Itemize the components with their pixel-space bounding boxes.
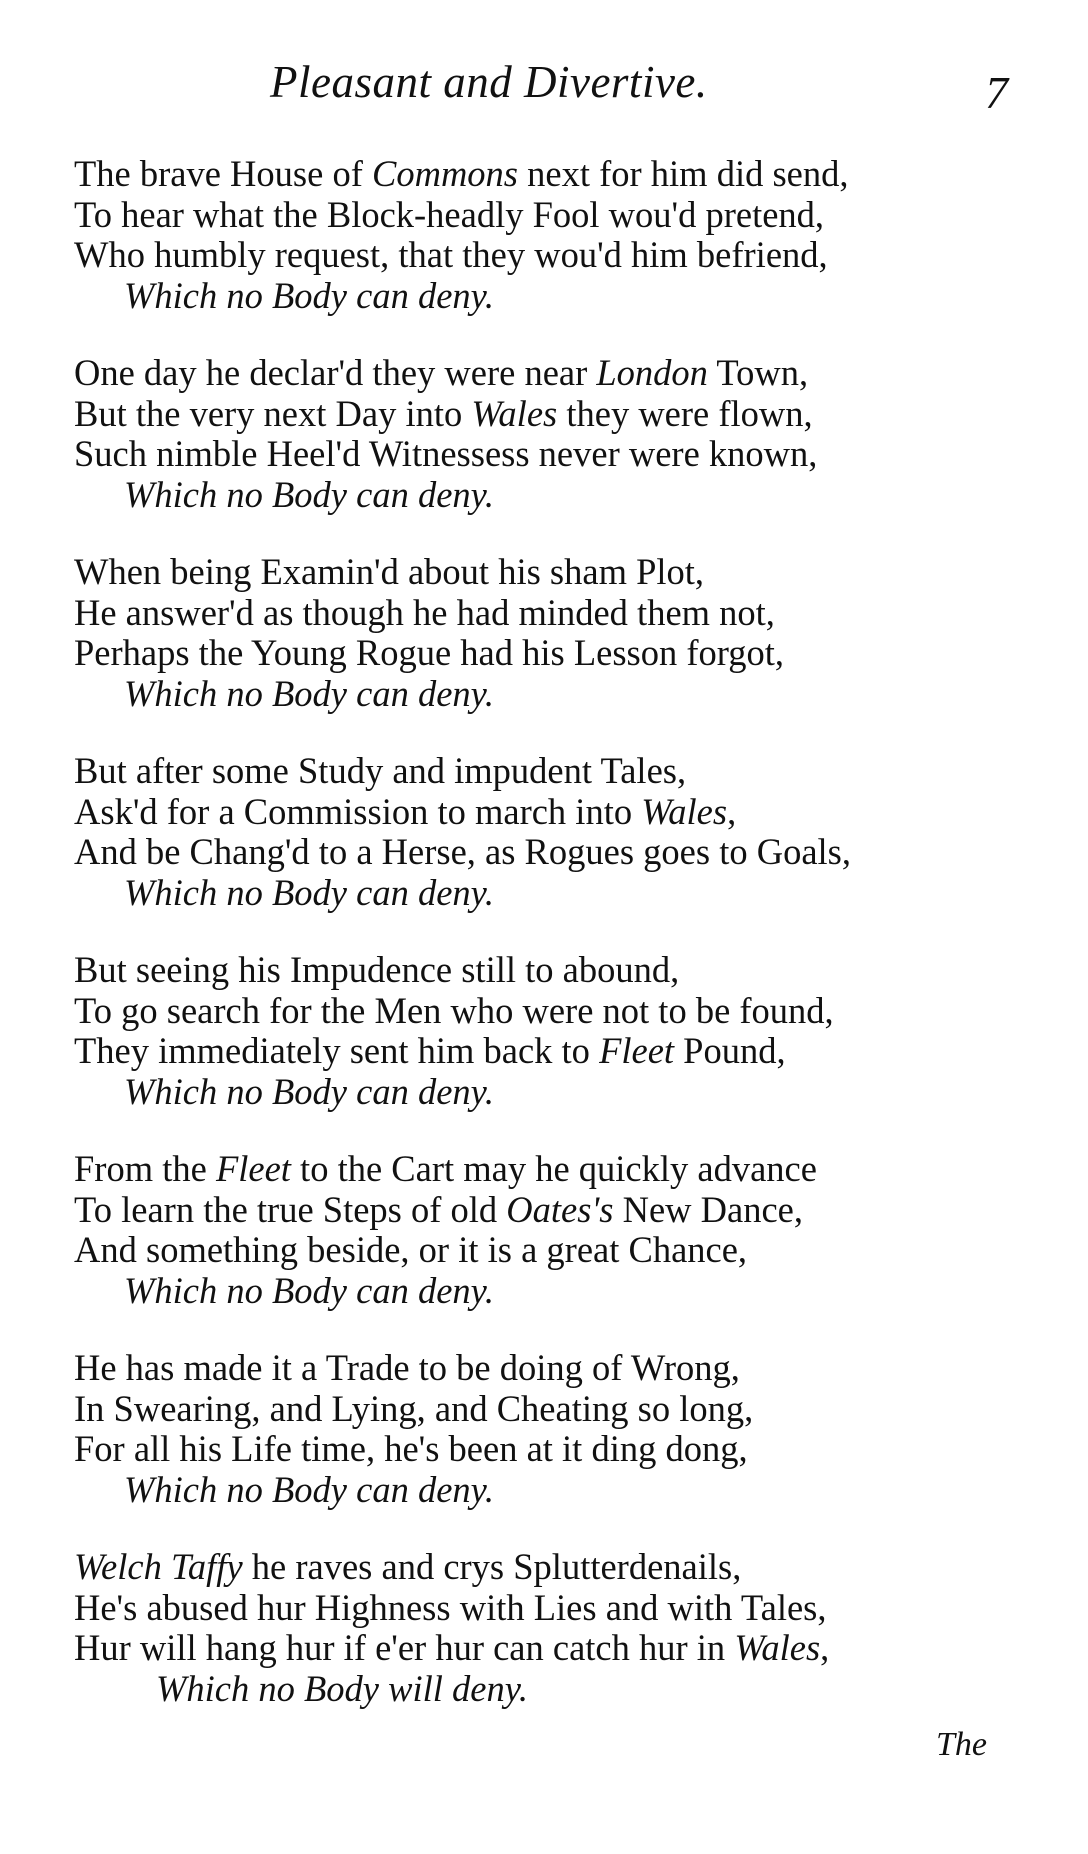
italic-proper-noun: Wales — [471, 392, 558, 434]
verse-text: , — [820, 1627, 830, 1668]
verse-line — [74, 1031, 1074, 1072]
verse-line — [74, 1348, 1074, 1389]
verse-text: He has made it a Trade to be doing of Wrong, — [74, 1347, 740, 1388]
refrain-line: Which no Body can deny. — [124, 473, 494, 515]
verse-line — [74, 1389, 1074, 1430]
stanza-1 — [74, 154, 1074, 316]
verse-text: To hear what the Block-headly Fool wou'd pretend, — [74, 193, 825, 235]
verse-line — [74, 353, 1074, 394]
italic-proper-noun: Wales — [734, 1627, 821, 1668]
verse-text: next for him did send, — [518, 153, 849, 194]
refrain-line: Which no Body can deny. — [124, 672, 494, 714]
stanza-2 — [74, 353, 1074, 515]
verse-text: To learn the true Steps of old — [74, 1188, 507, 1230]
verse-text: Hur will hang hur if e'er hur can catch hur in — [74, 1627, 735, 1668]
verse-text: Pound, — [674, 1030, 786, 1071]
refrain-line: Which no Body can deny. — [124, 1070, 494, 1112]
stanza-5 — [74, 950, 1074, 1112]
verse-text: Such nimble Heel'd Witnessess never were known, — [74, 433, 818, 474]
refrain-line: Which no Body can deny. — [124, 1269, 494, 1311]
italic-proper-noun: Welch Taffy — [74, 1546, 243, 1587]
verse-text: Perhaps the Young Rogue had his Lesson forgot, — [74, 632, 785, 673]
poem-body — [74, 154, 1074, 1746]
verse-text: For all his Life time, he's been at it ding dong, — [74, 1428, 748, 1469]
verse-text: In Swearing, and Lying, and Cheating so long, — [74, 1387, 754, 1429]
verse-text: Ask'd for a Commission to march into — [74, 790, 642, 832]
verse-text: One day he declar'd they were near — [74, 352, 597, 393]
verse-text: And be Chang'd to a Herse, as Rogues goes to Goals, — [74, 831, 851, 872]
verse-line — [74, 633, 1074, 674]
verse-line — [74, 394, 1074, 435]
stanza-7 — [74, 1348, 1074, 1510]
verse-text: But seeing his Impudence still to abound, — [74, 949, 680, 990]
verse-line — [74, 235, 1074, 276]
verse-text: they were flown, — [557, 392, 813, 434]
verse-text: He answer'd as though he had minded them not, — [74, 591, 775, 633]
verse-line — [74, 832, 1074, 873]
verse-line — [74, 792, 1074, 833]
refrain-line: Which no Body can deny. — [124, 871, 494, 913]
stanza-8 — [74, 1547, 1074, 1709]
stanza-6 — [74, 1149, 1074, 1311]
verse-line — [74, 1429, 1074, 1470]
stanza-3 — [74, 552, 1074, 714]
refrain-line: Which no Body can deny. — [124, 1468, 494, 1510]
verse-text: They immediately sent him back to — [74, 1030, 600, 1071]
verse-line — [74, 195, 1074, 236]
italic-proper-noun: Oates's — [506, 1188, 614, 1230]
verse-text: To go search for the Men who were not to be found, — [74, 989, 834, 1031]
verse-text: he raves and crys Splutterdenails, — [242, 1546, 742, 1587]
verse-text: New Dance, — [613, 1188, 803, 1230]
verse-text: The brave House of — [74, 153, 372, 194]
verse-text: But after some Study and impudent Tales, — [74, 750, 687, 791]
italic-proper-noun: Wales — [641, 790, 728, 832]
verse-line — [74, 1190, 1074, 1231]
verse-text: He's abused hur Highness with Lies and with Tales, — [74, 1586, 827, 1628]
running-head-title: Pleasant and Divertive. — [270, 57, 708, 107]
verse-text: to the Cart may he quickly advance — [290, 1148, 817, 1189]
verse-line — [74, 950, 1074, 991]
verse-line — [74, 552, 1074, 593]
verse-text: When being Examin'd about his sham Plot, — [74, 551, 705, 592]
italic-proper-noun: Fleet — [599, 1030, 675, 1071]
verse-line — [74, 434, 1074, 475]
verse-text: And something beside, or it is a great Chance, — [74, 1229, 748, 1270]
verse-line — [74, 1149, 1074, 1190]
verse-line — [74, 1230, 1074, 1271]
refrain-line: Which no Body can deny. — [124, 274, 494, 316]
catchword: The — [936, 1726, 987, 1763]
verse-line — [74, 154, 1074, 195]
italic-proper-noun: Commons — [371, 153, 519, 194]
verse-line — [74, 1547, 1074, 1588]
page-number: 7 — [985, 67, 1008, 118]
verse-text: From the — [74, 1148, 216, 1189]
verse-line — [74, 991, 1074, 1032]
verse-text: Town, — [707, 352, 809, 393]
stanza-4 — [74, 751, 1074, 913]
verse-text: , — [727, 790, 737, 832]
italic-proper-noun: Fleet — [215, 1148, 291, 1189]
verse-text: Who humbly request, that they wou'd him befriend, — [74, 234, 828, 275]
verse-line — [74, 751, 1074, 792]
verse-line — [74, 1628, 1074, 1669]
verse-line — [74, 1588, 1074, 1629]
verse-line — [74, 593, 1074, 634]
italic-proper-noun: London — [596, 352, 708, 393]
refrain-line: Which no Body will deny. — [156, 1667, 529, 1709]
verse-text: But the very next Day into — [74, 392, 472, 434]
